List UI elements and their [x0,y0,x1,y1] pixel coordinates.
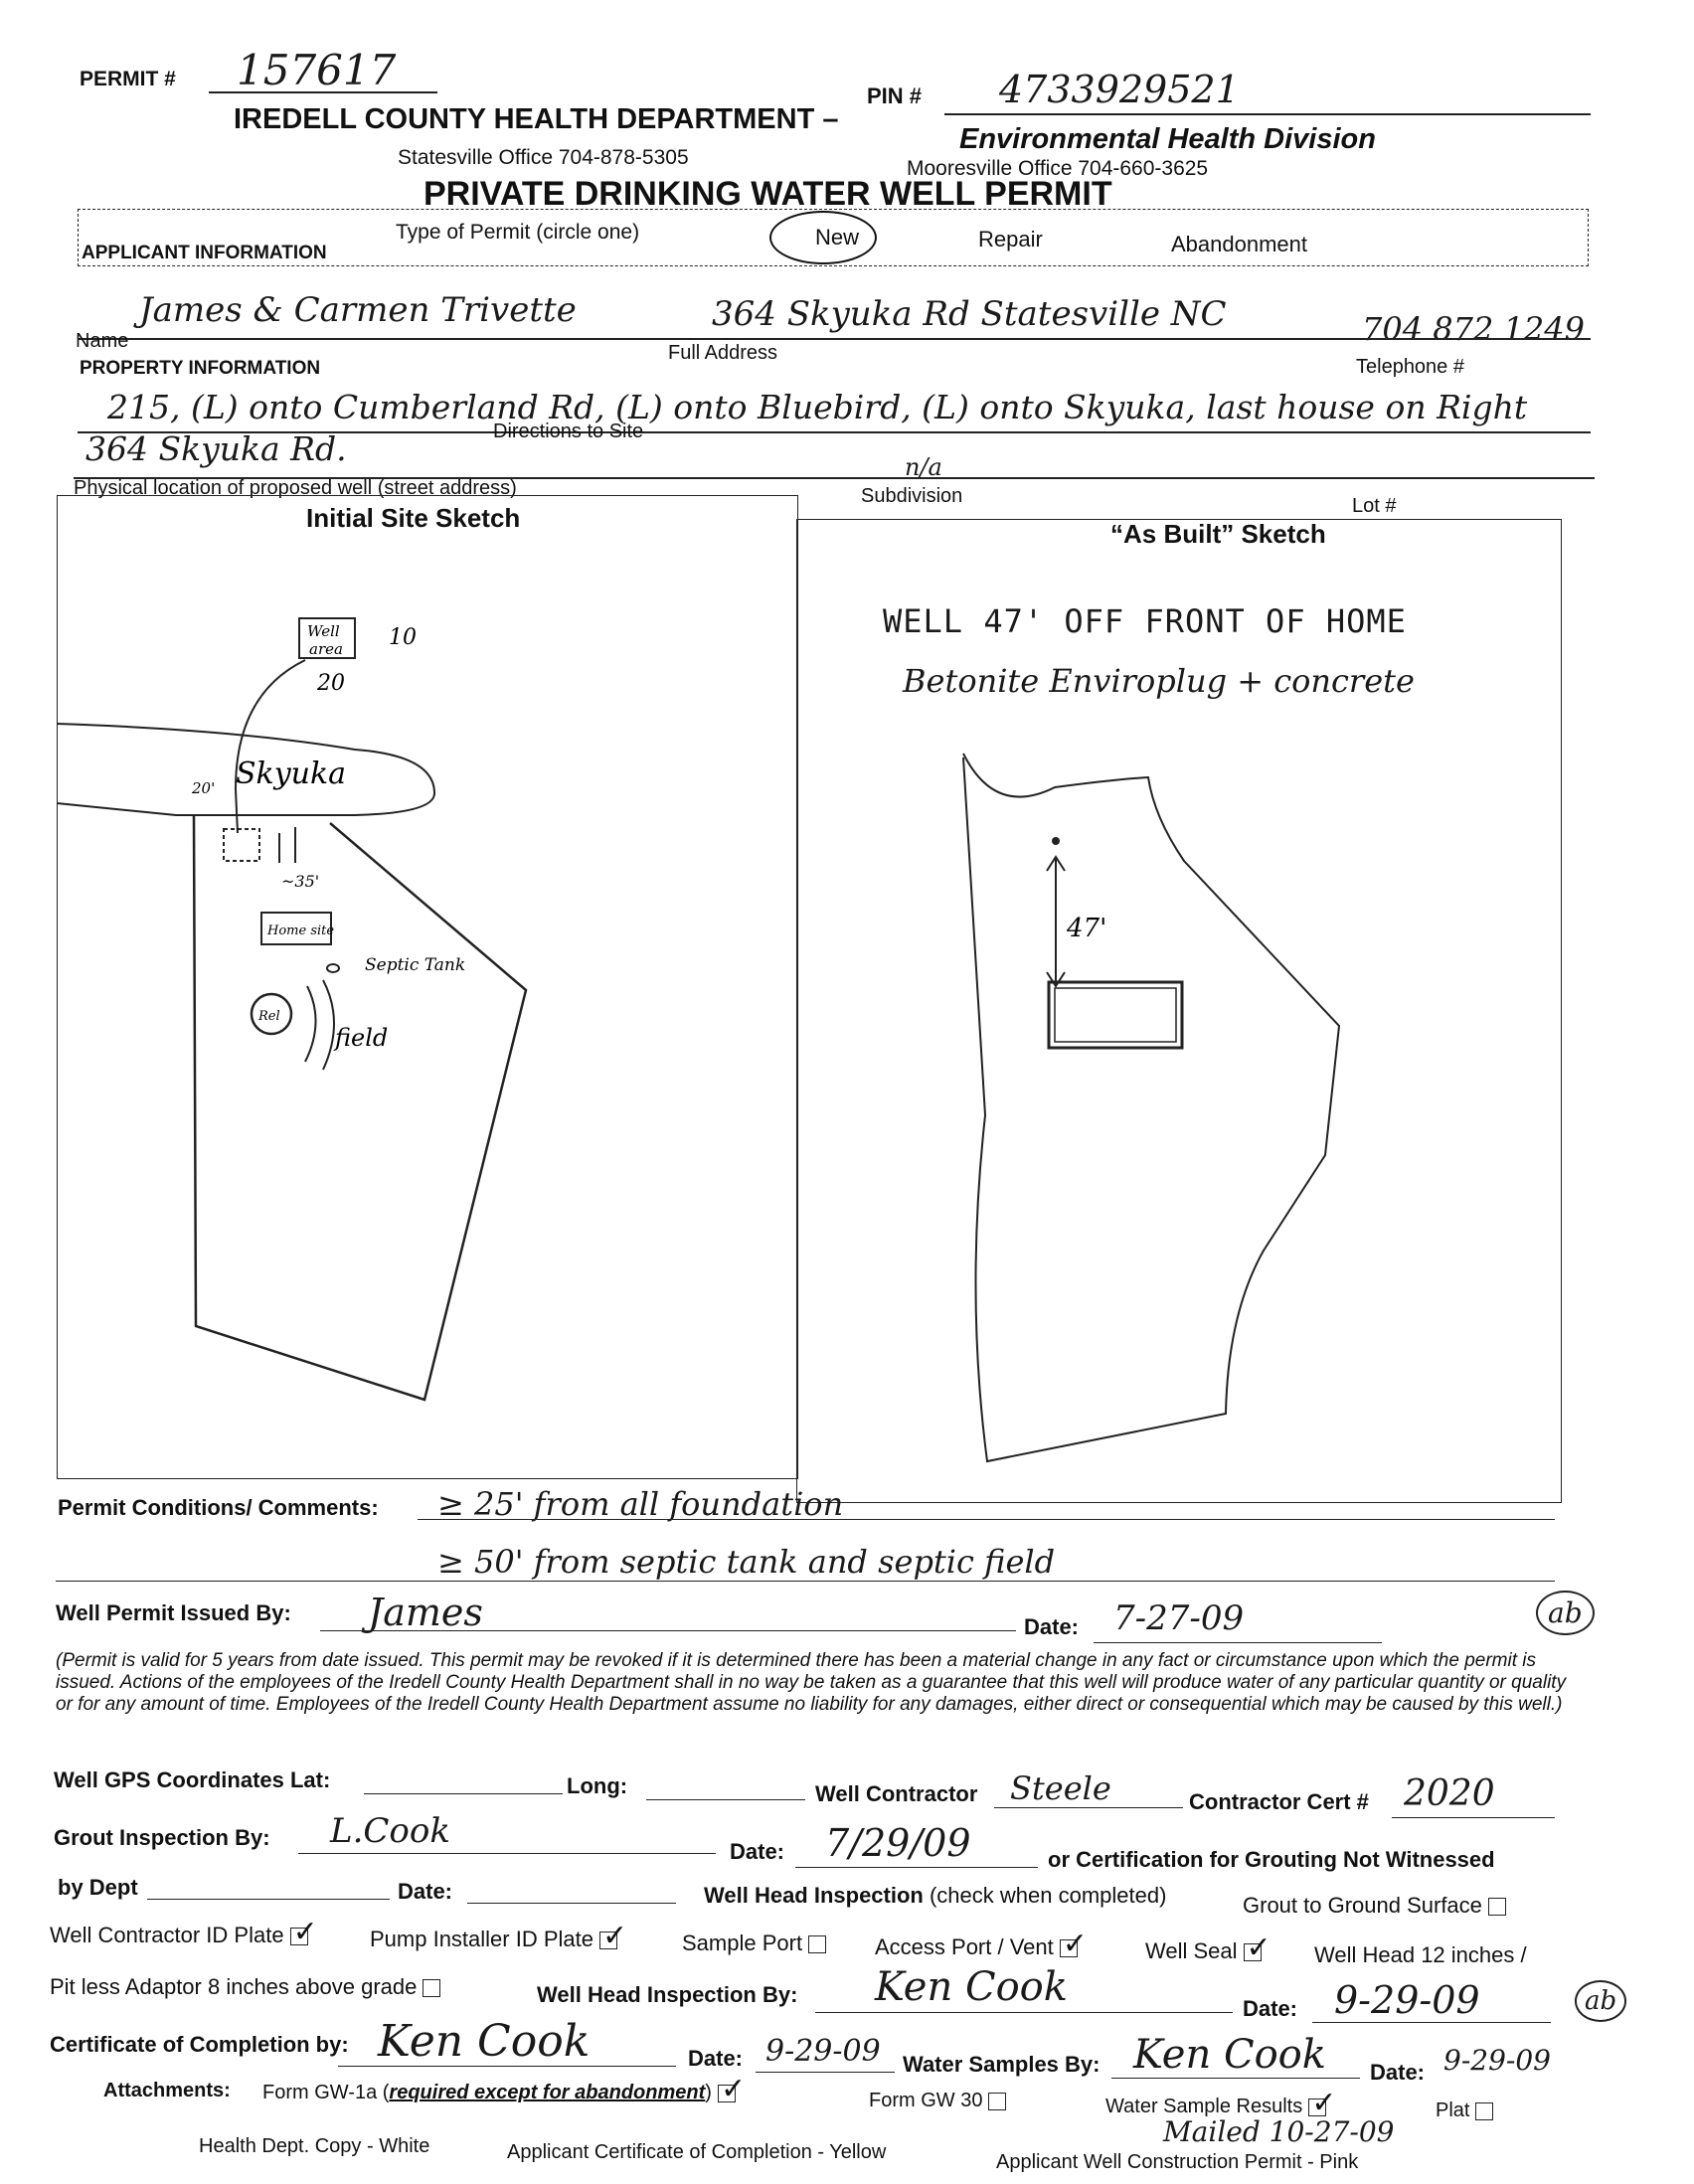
issued-date-underline [1094,1642,1382,1643]
contractor-cert-line [1392,1817,1555,1818]
contractor-plate-checkbox[interactable] [290,1928,308,1945]
issued-date-label: Date: [1024,1614,1080,1639]
grout-date-line [795,1867,1038,1868]
asbuilt-sketch-drawing [796,519,1560,1501]
gw1a-close: ) [705,2082,712,2103]
plat-checkbox[interactable] [1475,2102,1493,2120]
asbuilt-home [1049,982,1182,1048]
asbuilt-distance: 47' [1067,914,1107,943]
permit-underline [209,91,437,93]
pitless-label: Pit less Adaptor 8 inches above grade [50,1974,418,1999]
well-seal-checkbox[interactable] [1244,1943,1262,1961]
grout-inspector[interactable]: L.Cook [330,1811,450,1851]
water-samples-date[interactable]: 9-29-09 [1443,2044,1551,2077]
contractor-plate-item [50,1923,308,1948]
wellhead-note: (check when completed) [929,1883,1167,1908]
address-label: Full Address [668,342,778,364]
access-port-checkbox[interactable] [1060,1939,1078,1957]
wellhead-by-label: Well Head Inspection By: [537,1982,798,2007]
initial-sketch-title: Initial Site Sketch [306,503,521,533]
pin-number[interactable]: 4733929521 [999,68,1240,111]
permit-label: PERMIT # [80,68,176,90]
subdivision-label: Subdivision [861,485,963,507]
initial-site-sketch [57,495,796,1477]
plat-item [1436,2100,1493,2122]
pump-plate-checkbox[interactable] [599,1932,617,1949]
permit-number[interactable]: 157617 [237,46,397,94]
road-label: Skyuka [236,756,347,791]
permit-type-abandonment[interactable]: Abandonment [1171,232,1307,256]
gw1a-item [262,2082,736,2104]
proposed-well-box [224,829,259,861]
well-head-12-item [1314,1942,1527,1968]
grout-cert-text: or Certification for Grouting Not Witnessed [1048,1847,1495,1872]
gps-long-line [646,1799,805,1800]
grout-label: Grout Inspection By: [54,1825,270,1850]
new-circle [769,211,877,264]
pump-plate-item [370,1927,617,1952]
issued-by-underline [320,1630,1016,1631]
completion-line [338,2066,676,2067]
septic-tank-mark [327,964,339,972]
attachments-label: Attachments: [103,2080,231,2101]
applicant-name[interactable]: James & Carmen Trivette [139,290,577,330]
grout-ground-label: Grout to Ground Surface [1243,1893,1482,1918]
home-site-label: Home site [267,924,335,938]
grout-date-label: Date: [730,1839,785,1864]
gw1a-note: required except for abandonment [389,2082,706,2103]
access-port-label: Access Port / Vent [875,1934,1054,1959]
water-samples-date-label: Date: [1370,2060,1426,2085]
wellhead-date[interactable]: 9-29-09 [1334,1978,1480,2022]
distance-35: ~35' [281,872,320,891]
disclaimer-text: (Permit is valid for 5 years from date issued. This permit may be revoked if it is determined there has been a material change in any fact or circumstance upon which the permit is issued. Actions of the employees of the Iredell County Health Department shall in no way be taken as a guarantee that this well will produce water of any particular quantity or quality or for any amount of time. Employees of the Iredell County Health Department assume no liability for any damages, either direct or consequential which may be caused by this well.) [56,1650,1567,1715]
pin-label: PIN # [867,84,923,108]
completion-date[interactable]: 9-29-09 [765,2034,881,2069]
well-head-12-label: Well Head 12 inches / [1314,1942,1527,1967]
directions-label: Directions to Site [493,420,644,442]
grout-ground-checkbox[interactable] [1488,1898,1506,1916]
pitless-checkbox[interactable] [423,1979,440,1997]
wellhead-by-line [815,2012,1233,2013]
gw1a-checkbox[interactable] [718,2085,736,2102]
issued-date[interactable]: 7-27-09 [1113,1598,1245,1638]
water-results-label: Water Sample Results [1105,2096,1303,2117]
well-area-label-1: Well [307,622,340,640]
conditions-line-2[interactable]: ≥ 50' from septic tank and septic field [437,1543,1056,1581]
statesville-office: Statesville Office 704-878-5305 [398,146,689,169]
wellhead-initials: ab [1575,1980,1626,2022]
contractor-line [994,1807,1183,1808]
grout-date[interactable]: 7/29/09 [825,1821,971,1865]
asbuilt-note-2: Betonite Enviroplug + concrete [903,662,1415,700]
sample-port-item [682,1931,826,1956]
physical-location[interactable]: 364 Skyuka Rd. [85,429,347,468]
asbuilt-sketch-title: “As Built” Sketch [1110,519,1326,549]
lot-outline [194,815,526,1400]
grout-ground-item [1243,1893,1506,1919]
plat-label: Plat [1436,2100,1470,2121]
contractor-name[interactable]: Steele [1010,1769,1111,1807]
wellhead-heading [704,1883,1166,1909]
property-section: PROPERTY INFORMATION [80,358,321,379]
completion-label: Certificate of Completion by: [50,2032,349,2057]
wellhead-date-label: Date: [1243,1996,1298,2021]
conditions-label: Permit Conditions/ Comments: [58,1495,379,1520]
applicant-section: APPLICANT INFORMATION [82,243,327,263]
access-port-item [875,1934,1078,1960]
issued-by-label: Well Permit Issued By: [56,1600,291,1625]
asbuilt-lot-outline [963,754,1339,1461]
well-seal-item [1145,1938,1262,1964]
wellhead-by-signature[interactable]: Ken Cook [875,1964,1068,2010]
asbuilt-note-1: WELL 47' OFF FRONT OF HOME [883,602,1407,640]
conditions-line-1[interactable]: ≥ 25' from all foundation [437,1485,844,1523]
wellhead-date-line [1312,2022,1551,2023]
by-dept-date-label: Date: [398,1879,453,1904]
contractor-label: Well Contractor [815,1781,978,1806]
agency-name: IREDELL COUNTY HEALTH DEPARTMENT – [234,103,839,135]
footer-health-copy: Health Dept. Copy - White [199,2135,430,2157]
well-arrow [236,660,305,833]
permit-type-new[interactable]: New [815,225,860,250]
pin-underline [944,113,1591,115]
name-label: Name [76,330,129,352]
by-dept-label: by Dept [58,1875,138,1900]
gw30-checkbox[interactable] [988,2093,1006,2110]
well-seal-label: Well Seal [1145,1938,1238,1963]
completion-signature[interactable]: Ken Cook [378,2016,591,2067]
pump-plate-label: Pump Installer ID Plate [370,1927,593,1951]
grout-inspector-line [298,1853,716,1854]
footer-applicant-permit: Applicant Well Construction Permit - Pink [996,2151,1359,2173]
gw30-item [869,2090,1006,2112]
footer-applicant-cert: Applicant Certificate of Completion - Yellow [507,2141,887,2163]
water-samples-line [1111,2078,1360,2079]
physical-location-label: Physical location of proposed well (street address) [74,477,517,499]
completion-date-label: Date: [688,2046,744,2071]
applicant-phone[interactable]: 704 872 1249 [1362,310,1585,348]
gw30-label: Form GW 30 [869,2090,983,2111]
by-dept-date-line [467,1903,676,1904]
sample-port-label: Sample Port [682,1931,803,1955]
water-samples-label: Water Samples By: [903,2052,1101,2077]
gw1a-label: Form GW-1a ( [262,2082,390,2103]
issued-by-signature[interactable]: James [368,1591,483,1634]
contractor-plate-label: Well Contractor ID Plate [50,1923,284,1947]
completion-date-line [756,2072,895,2073]
applicant-address[interactable]: 364 Skyuka Rd Statesville NC [712,294,1227,334]
conditions-underline-1 [418,1519,1555,1520]
field-label: field [335,1024,389,1052]
contractor-cert-label: Contractor Cert # [1189,1789,1369,1814]
by-dept-line [147,1899,390,1900]
lot-label: Lot # [1352,495,1397,517]
water-results-checkbox[interactable] [1308,2099,1326,2116]
well-area-label-2: area [309,640,343,658]
gps-long-label: Long: [567,1773,628,1798]
rel-label: Rel [258,1009,280,1024]
issued-initials: ab [1536,1591,1595,1635]
distance-20: 20' [192,779,216,797]
gps-lat-line [364,1793,563,1794]
conditions-underline-2 [56,1581,1555,1582]
septic-label: Septic Tank [365,955,466,975]
well-area-10: 10 [389,625,417,650]
sample-port-checkbox[interactable] [808,1935,826,1953]
wellhead-label: Well Head Inspection [704,1883,924,1908]
form-title: PRIVATE DRINKING WATER WELL PERMIT [424,175,1112,213]
pitless-item [50,1974,440,2000]
directions[interactable]: 215, (L) onto Cumberland Rd, (L) onto Bluebird, (L) onto Skyuka, last house on Right [107,388,1528,426]
division-name: Environmental Health Division [959,123,1376,155]
well-area-20: 20 [317,671,345,696]
subdivision-value[interactable]: n/a [905,453,942,481]
gps-lat-label: Well GPS Coordinates Lat: [54,1767,331,1792]
asbuilt-well-dot [1052,837,1060,845]
applicant-line [78,338,1591,340]
permit-type-repair[interactable]: Repair [978,227,1043,252]
contractor-cert[interactable]: 2020 [1404,1773,1495,1814]
mailed-note: Mailed 10-27-09 [1163,2115,1395,2148]
permit-type-label: Type of Permit (circle one) [396,221,640,244]
mooresville-office: Mooresville Office 704-660-3625 [907,157,1209,180]
phone-label: Telephone # [1356,356,1464,378]
water-samples-signature[interactable]: Ken Cook [1133,2032,1326,2078]
